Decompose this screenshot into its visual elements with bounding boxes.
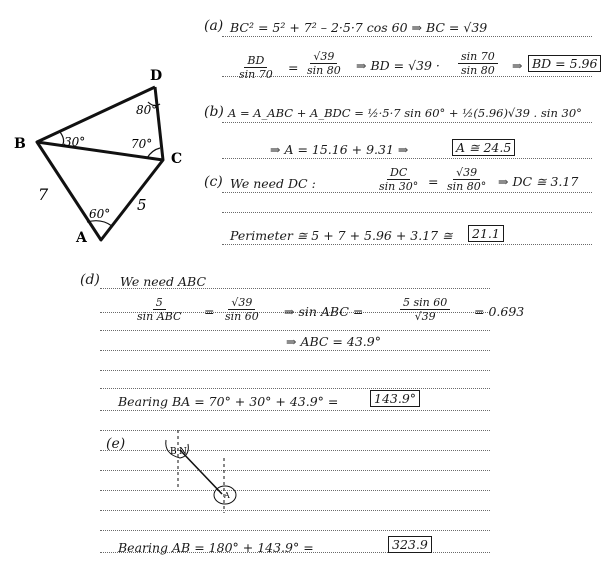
fraction-denominator: sin 80 bbox=[307, 64, 341, 77]
point-label-B: B bbox=[170, 447, 177, 457]
fraction-numerator: √39 bbox=[453, 166, 480, 180]
fraction-denominator: sin 70 bbox=[239, 68, 273, 81]
part-d-middle: ⇒ sin ABC = bbox=[284, 304, 364, 319]
part-a-label: (a) bbox=[204, 18, 224, 34]
part-b-line1: A = A_ABC + A_BDC = ½·5·7 sin 60° + ½(5.96)√39 . sin 30° bbox=[228, 106, 582, 120]
rule-line bbox=[222, 122, 592, 123]
part-e-bearing-answer-box: 323.9 bbox=[388, 536, 432, 553]
rule-line bbox=[100, 388, 490, 389]
perimeter-answer-box: 21.1 bbox=[468, 225, 504, 242]
vertex-label-B: B bbox=[14, 136, 26, 152]
side-label-AC: 5 bbox=[137, 196, 147, 214]
part-b-answer-box: A ≅ 24.5 bbox=[452, 139, 515, 156]
rule-line bbox=[100, 530, 490, 531]
part-d-equals: = bbox=[204, 304, 215, 319]
part-c-fraction-2 bbox=[444, 166, 489, 193]
part-c-fraction-1 bbox=[376, 166, 421, 193]
rule-line bbox=[100, 330, 490, 331]
part-d-result: = 0.693 bbox=[474, 304, 525, 319]
side-label-AB: 7 bbox=[38, 185, 49, 204]
point-label-A: A bbox=[224, 491, 230, 500]
rule-line bbox=[222, 76, 592, 77]
part-d-fraction-3 bbox=[400, 296, 450, 323]
part-c-result: ⇒ DC ≅ 3.17 bbox=[498, 174, 579, 189]
quadrilateral-diagram bbox=[0, 60, 220, 310]
fraction-numerator: 5 bbox=[153, 296, 166, 310]
fraction-denominator: sin 80 bbox=[461, 64, 495, 77]
fraction-numerator: BD bbox=[244, 54, 267, 68]
fraction-denominator: sin 80° bbox=[447, 180, 487, 193]
part-a-fraction-2 bbox=[304, 50, 344, 77]
part-d-fraction-2 bbox=[222, 296, 262, 323]
rule-line bbox=[222, 244, 592, 245]
angle-label-C: 70° bbox=[131, 137, 153, 151]
part-e-label: (e) bbox=[106, 436, 126, 452]
fraction-numerator: DC bbox=[387, 166, 410, 180]
bearing-sketch bbox=[150, 428, 250, 518]
part-a-fraction-1 bbox=[236, 54, 276, 81]
fraction-denominator: sin 60 bbox=[225, 310, 259, 323]
rule-line bbox=[222, 212, 592, 213]
fraction-numerator: √39 bbox=[310, 50, 337, 64]
angle-label-D: 80° bbox=[136, 103, 158, 117]
rule-line bbox=[222, 36, 592, 37]
fraction-numerator: sin 70 bbox=[458, 50, 498, 64]
part-c-text: We need DC : bbox=[230, 176, 316, 191]
angle-label-A: 60° bbox=[89, 207, 111, 221]
part-a-answer-box: BD = 5.96 bbox=[528, 55, 601, 72]
part-a-equals: = bbox=[288, 60, 299, 75]
part-d-text: We need ABC bbox=[120, 274, 207, 289]
rule-line bbox=[100, 370, 490, 371]
part-b-line2: ⇒ A = 15.16 + 9.31 ⇒ bbox=[270, 142, 409, 157]
part-d-label: (d) bbox=[80, 272, 100, 288]
part-a-middle: ⇒ BD = √39 · bbox=[356, 58, 440, 73]
part-d-bearing-line: Bearing BA = 70° + 30° + 43.9° = bbox=[118, 394, 339, 409]
point-label-N: N bbox=[179, 447, 187, 457]
rule-line bbox=[100, 350, 490, 351]
angle-label-B: 30° bbox=[64, 135, 86, 149]
vertex-label-D: D bbox=[150, 68, 163, 84]
part-c-label: (c) bbox=[204, 174, 223, 190]
perimeter-line: Perimeter ≅ 5 + 7 + 5.96 + 3.17 ≅ bbox=[230, 228, 453, 243]
vertex-label-A: A bbox=[76, 230, 87, 246]
fraction-denominator: sin ABC bbox=[137, 310, 182, 323]
rule-line bbox=[100, 410, 490, 411]
part-a-line1: BC² = 5² + 7² – 2·5·7 cos 60 ⇒ BC = √39 bbox=[230, 20, 488, 35]
rule-line bbox=[222, 158, 592, 159]
fraction-numerator: √39 bbox=[228, 296, 255, 310]
fraction-numerator: 5 sin 60 bbox=[400, 296, 450, 310]
vertex-label-C: C bbox=[171, 151, 183, 167]
part-c-equals: = bbox=[428, 174, 439, 189]
fraction-denominator: √39 bbox=[414, 310, 436, 323]
part-e-bearing-line: Bearing AB = 180° + 143.9° = bbox=[118, 540, 314, 555]
part-b-label: (b) bbox=[204, 104, 224, 120]
part-d-bearing-answer-box: 143.9° bbox=[370, 390, 420, 407]
part-a-fraction-3 bbox=[458, 50, 498, 77]
part-d-line3: ⇒ ABC = 43.9° bbox=[286, 334, 381, 349]
part-d-fraction-1 bbox=[134, 296, 184, 323]
part-a-arrow: ⇒ bbox=[512, 58, 523, 73]
fraction-denominator: sin 30° bbox=[379, 180, 419, 193]
